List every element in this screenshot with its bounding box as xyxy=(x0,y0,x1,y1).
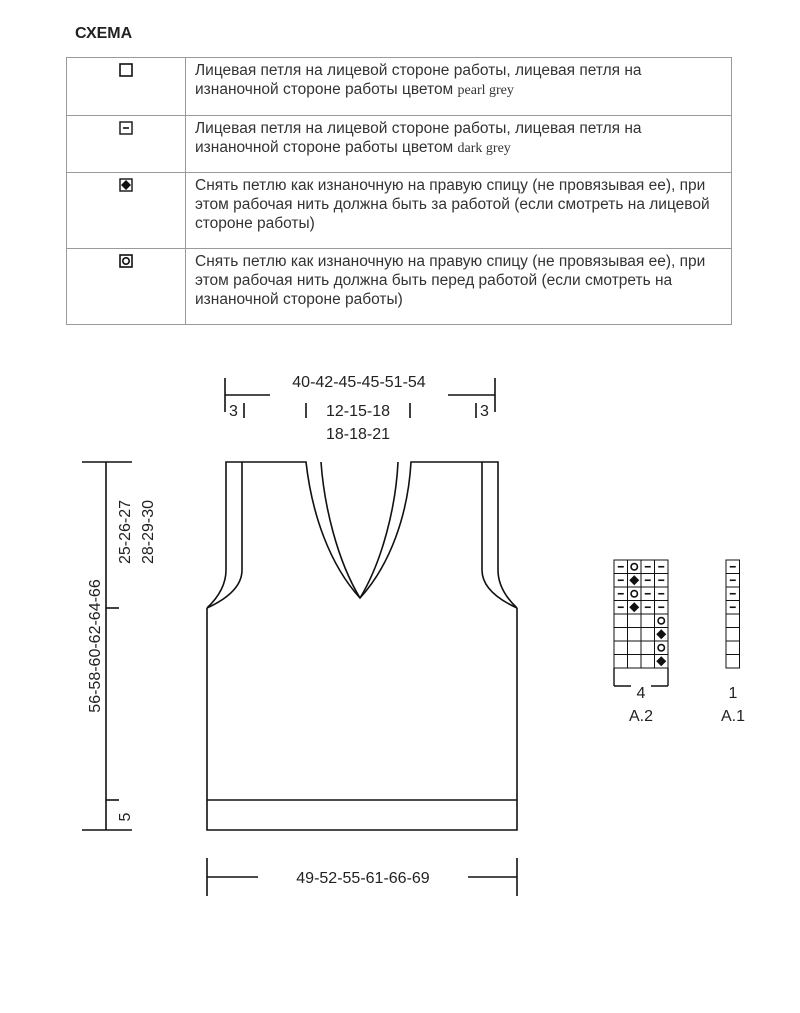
rib-height-label: 5 xyxy=(117,812,134,822)
total-length-label: 56-58-60-62-64-66 xyxy=(87,579,104,713)
legend-color-name: dark grey xyxy=(457,141,511,156)
garment-outline xyxy=(207,608,517,830)
armhole-depth-label: 25-26-27 xyxy=(117,499,134,565)
chart-cell-diamond xyxy=(628,574,642,588)
chart-cell-dash xyxy=(655,560,669,574)
chart-cell-circle xyxy=(628,560,642,574)
edge-left-label: 3 xyxy=(229,403,238,420)
legend-color-name: pearl grey xyxy=(457,83,514,98)
chart-cell-empty xyxy=(726,655,740,669)
chart-a1-label: A.1 xyxy=(720,708,746,725)
armhole-band xyxy=(207,462,242,608)
chart-cell-dash xyxy=(726,587,740,601)
top-width-label: 40-42-45-45-51-54 xyxy=(292,374,426,391)
armhole-band xyxy=(482,462,517,608)
chart-cell-dash xyxy=(614,601,628,615)
chart-cell-circle xyxy=(655,641,669,655)
chart-cell-diamond xyxy=(655,655,669,669)
page-title: СХЕМА xyxy=(75,25,133,42)
chart-cell-circle xyxy=(655,614,669,628)
chart-cell-empty xyxy=(641,641,655,655)
chart-cell-empty xyxy=(614,628,628,642)
legend-text: Лицевая петля на лицевой стороне работы, лицевая петля на изнаночной стороне работы цветом xyxy=(195,62,642,98)
chart-a2-grid xyxy=(614,560,668,668)
chart-cell-dash xyxy=(655,601,669,615)
legend-text: Лицевая петля на лицевой стороне работы, лицевая петля на изнаночной стороне работы цветом xyxy=(195,120,642,156)
chart-cell-dash xyxy=(614,560,628,574)
edge-right-label: 3 xyxy=(480,403,489,420)
chart-a1-width-label: 1 xyxy=(728,685,738,702)
chart-cell-empty xyxy=(726,614,740,628)
chart-a1-grid xyxy=(726,560,740,668)
chart-cell-empty xyxy=(726,641,740,655)
chart-cell-dash xyxy=(641,601,655,615)
bottom-width-label: 49-52-55-61-66-69 xyxy=(296,870,430,887)
chart-a2-width-label: 4 xyxy=(636,685,646,702)
chart-cell-empty xyxy=(628,655,642,669)
chart-cell-dash xyxy=(641,587,655,601)
neck-width-label-2: 18-18-21 xyxy=(325,426,391,443)
chart-cell-dash xyxy=(726,601,740,615)
garment-outline xyxy=(207,462,517,608)
legend-text: Снять петлю как изнаночную на правую спицу (не провязывая ее), при этом рабочая нить должна быть перед работой (если смотреть на изнаночной стороне работы) xyxy=(195,253,706,308)
chart-cell-dash xyxy=(614,587,628,601)
chart-cell-empty xyxy=(641,655,655,669)
chart-cell-empty xyxy=(614,614,628,628)
chart-cell-circle xyxy=(628,587,642,601)
chart-cell-dash xyxy=(614,574,628,588)
chart-cell-empty xyxy=(628,614,642,628)
chart-a2-label: A.2 xyxy=(628,708,654,725)
chart-cell-dash xyxy=(726,574,740,588)
armhole-depth-label-2: 28-29-30 xyxy=(140,499,157,565)
chart-cell-empty xyxy=(614,655,628,669)
neck-width-label: 12-15-18 xyxy=(325,403,391,420)
chart-cell-empty xyxy=(628,628,642,642)
chart-cell-dash xyxy=(655,574,669,588)
chart-cell-empty xyxy=(628,641,642,655)
legend-text: Снять петлю как изнаночную на правую спицу (не провязывая ее), при этом рабочая нить должна быть за работой (если смотреть на лицевой стороне работы) xyxy=(195,177,710,232)
neck-band xyxy=(360,462,398,598)
chart-cell-dash xyxy=(641,574,655,588)
chart-cell-empty xyxy=(641,614,655,628)
chart-cell-dash xyxy=(726,560,740,574)
chart-cell-empty xyxy=(641,628,655,642)
chart-cell-diamond xyxy=(655,628,669,642)
chart-cell-empty xyxy=(726,628,740,642)
chart-cell-dash xyxy=(641,560,655,574)
chart-cell-diamond xyxy=(628,601,642,615)
neck-band xyxy=(321,462,360,598)
chart-cell-empty xyxy=(614,641,628,655)
chart-cell-dash xyxy=(655,587,669,601)
